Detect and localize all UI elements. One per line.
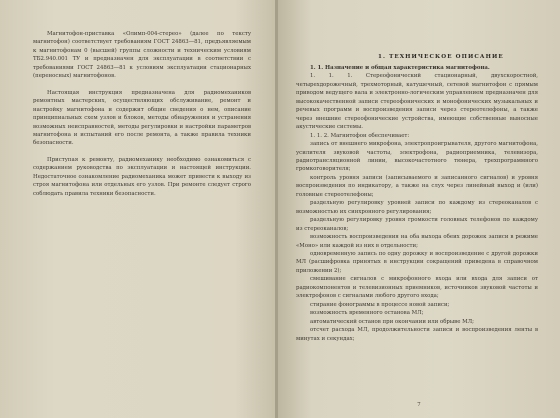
list-item: смешивание сигналов с микрофонного входа или входа для записи от радиокомпонентов и телевизионных приемников, источников звуковой частоты и электрофонов с сигналами любого другого входа; — [296, 276, 538, 300]
left-page-text — [33, 30, 251, 198]
list-item: автоматический останов при окончании или обрыве МЛ; — [310, 318, 474, 325]
list-item: возможность воспроизведения на оба выхода обеих дорожек записи в режиме «Моно» или каждой из них в отдельности; — [296, 234, 538, 249]
list-item: раздельную регулировку уровня громкости головных телефонов по каждому из стереоканалов; — [296, 217, 538, 232]
purpose-paragraph: Настоящая инструкция предназначена для радиомехаников ремонтных мастерских, осуществляющих обслуживание, ремонт и настройку магнитофона и содержит общие сведения о нем, описание принципиальных схем узлов и блоков, методы обнаружения и устранения возможных неисправностей, методы регулировки и настройки параметров магнитофона и испытаний его после ремонта, а также правила техники безопасности. — [33, 89, 251, 147]
body-paragraph: 1. 1. 2. Магнитофон обеспечивает: — [310, 132, 410, 139]
body-paragraph: 1. 1. 1. Стереофонический стационарный, двухскоростной, четырехдорожечный, трехмоторный, катушечный, сетевой магнитофон с прямым приводом ведущего вала и электронно-логическим управлением предназначен для высококачественной записи стереофонических и монофонических музыкальных и речевых программ и воспроизведения записи через стереотелефоны, а также через внешние стереофонические устройства, имеющие собственные выносные акустические системы. — [296, 73, 538, 131]
list-item: одновременную запись по одну дорожку и воспроизведение с другой дорожки МЛ (расшифровка принятых в инструкции сокращений приведена в справочном приложении 2); — [296, 250, 538, 274]
right-page — [278, 0, 560, 418]
list-item: контроль уровня записи (записываемого и записанного сигналов) и уровня воспроизведения по индикатору, а также на слух через линейный выход и (или) головные стереотелефоны; — [296, 174, 538, 198]
safety-paragraph: Приступая к ремонту, радиомеханику необходимо ознакомиться с содержанием руководства по эксплуатации и настоящей инструкции. Недостаточное ознакомление радиомеханика может привести к выходу из строя магнитофона или отдельных его узлов. При ремонте следует строго соблюдать правила техники безопасности. — [33, 156, 251, 197]
list-item: отсчет расхода МЛ, продолжительности записи и воспроизведения ленты в минутах и секундах; — [296, 327, 538, 342]
section-title: 1. 1. Назначение и общая характеристика магнитофона. — [310, 65, 490, 71]
chapter-title: 1. ТЕХНИЧЕСКОЕ ОПИСАНИЕ — [378, 54, 504, 60]
list-item: возможность временного останова МЛ; — [310, 310, 424, 317]
right-page-text — [296, 64, 538, 343]
left-page — [0, 0, 276, 418]
list-item: раздельную регулировку уровней записи по каждому из стереоканалов с возможностью их синхронного регулирования; — [296, 200, 538, 215]
list-item: стирание фонограммы в процессе новой записи; — [310, 301, 450, 308]
page-number: 7 — [417, 402, 421, 408]
intro-paragraph: Магнитофон-приставка «Олимп-004-стерео» (далее по тексту магнитофон) соответствует требованиям ГОСТ 24863—81, предъявляемым к магнитофонам 0 (высшей) группы сложности и техническим условиям ТБ2.940.001 ТУ и предназначен для эксплуатации в соответствии с требованиями ГОСТ 24863—81 к условиям эксплуатации стационарных (переносных) магнитофонов. — [33, 31, 251, 80]
list-item: запись от внешнего микрофона, электропроигрывателя, другого магнитофона, усилителя звуковой частоты, электрофона, радиоприемника, телевизора, радиотрансляционной линии, высокочастотного тюнера, трехпрограммного громкоговорителя; — [296, 141, 538, 173]
